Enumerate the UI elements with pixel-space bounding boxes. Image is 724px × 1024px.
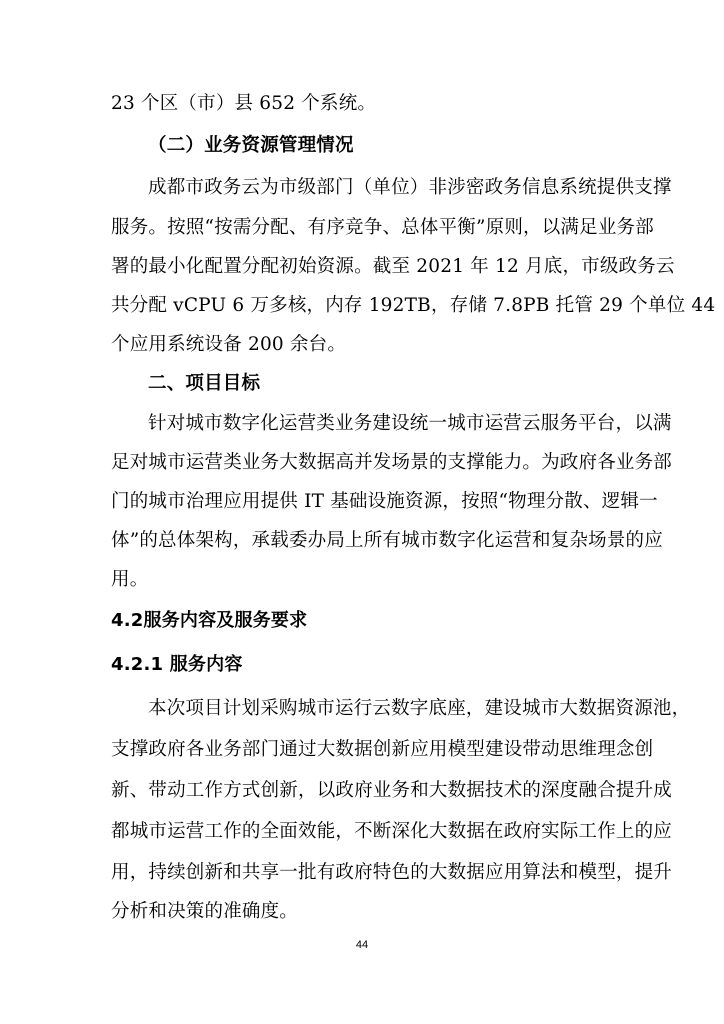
paragraph-line: 足对城市运营类业务大数据高并发场景的支撑能力。为政府各业务部: [111, 452, 673, 473]
subsection-heading: 4.2.1 服务内容: [111, 654, 243, 675]
page-number: 44: [355, 939, 369, 951]
section-heading: 二、项目目标: [148, 373, 261, 394]
paragraph-line: 共分配 vCPU 6 万多核，内存 192TB，存储 7.8PB 托管 29 个单位 44: [111, 295, 716, 316]
text-line: 23 个区（市）县 652 个系统。: [111, 93, 377, 114]
paragraph-line: 成都市政务云为市级部门（单位）非涉密政务信息系统提供支撑: [148, 177, 672, 198]
paragraph-line: 用，持续创新和共享一批有政府特色的大数据应用算法和模型，提升: [111, 862, 673, 883]
paragraph-line: 新、带动工作方式创新，以政府业务和大数据技术的深度融合提升成: [111, 780, 673, 801]
paragraph-line: 支撑政府各业务部门通过大数据创新应用模型建设带动思维理念创: [111, 739, 654, 760]
paragraph-line: 都城市运营工作的全面效能，不断深化大数据在政府实际工作上的应: [111, 821, 673, 842]
paragraph-line: 服务。按照“按需分配、有序竞争、总体平衡”原则，以满足业务部: [111, 217, 654, 238]
section-heading: （二）业务资源管理情况: [148, 135, 354, 156]
paragraph-line: 署的最小化配置分配初始资源。截至 2021 年 12 月底，市级政务云: [111, 256, 675, 277]
paragraph-line: 体”的总体架构，承载委办局上所有城市数字化运营和复杂场景的应: [111, 530, 663, 551]
chapter-heading: 4.2服务内容及服务要求: [111, 610, 308, 631]
paragraph-line: 个应用系统设备 200 余台。: [111, 334, 347, 355]
paragraph-line: 针对城市数字化运营类业务建设统一城市运营云服务平台，以满: [148, 413, 672, 434]
paragraph-line: 本次项目计划采购城市运行云数字底座，建设城市大数据资源池，: [148, 698, 691, 719]
paragraph-line: 分析和决策的准确度。: [111, 901, 299, 922]
paragraph-line: 门的城市治理应用提供 IT 基础设施资源，按照“物理分散、逻辑一: [111, 491, 658, 512]
paragraph-line: 用。: [111, 569, 149, 590]
